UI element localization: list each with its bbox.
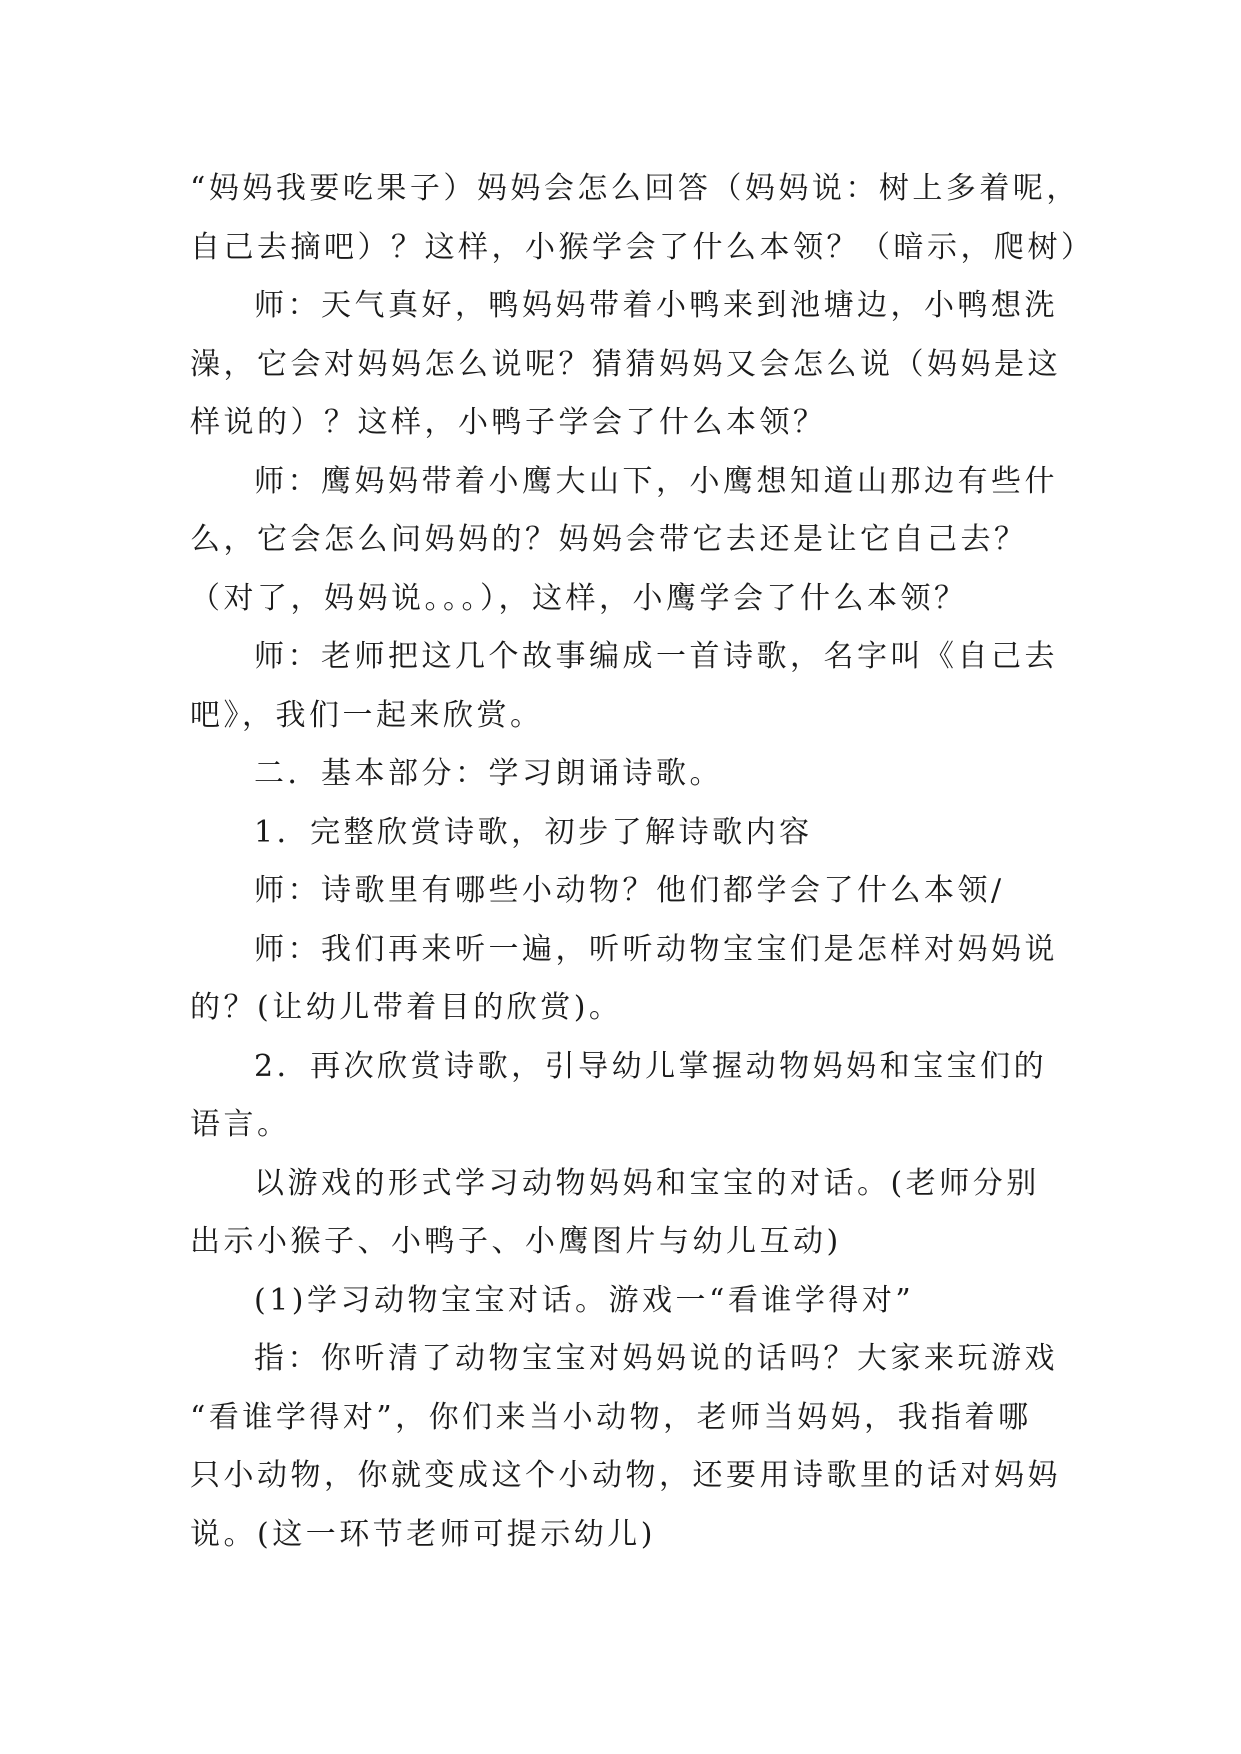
text-line: 师：天气真好，鸭妈妈带着小鸭来到池塘边，小鸭想洗 — [254, 288, 1058, 323]
text-line: 指：你听清了动物宝宝对妈妈说的话吗？大家来玩游戏 — [254, 1341, 1058, 1376]
text-line: 说。(这一环节老师可提示幼儿) — [190, 1516, 656, 1552]
text-line: 1．完整欣赏诗歌，初步了解诗歌内容 — [254, 814, 813, 850]
text-line: 只小动物，你就变成这个小动物，还要用诗歌里的话对妈妈 — [190, 1458, 1061, 1493]
text-line: “看谁学得对”，你们来当小动物，老师当妈妈，我指着哪 — [190, 1399, 1032, 1435]
text-line: 出示小猴子、小鸭子、小鹰图片与幼儿互动) — [190, 1224, 842, 1259]
document-body — [190, 160, 1095, 1564]
text-line: “妈妈我要吃果子）妈妈会怎么回答（妈妈说：树上多着呢， — [190, 171, 1080, 206]
text-line: 2．再次欣赏诗歌，引导幼儿掌握动物妈妈和宝宝们的 — [254, 1048, 1048, 1084]
text-line: 师：我们再来听一遍，听听动物宝宝们是怎样对妈妈说 — [254, 931, 1058, 967]
text-line: 澡，它会对妈妈怎么说呢？猜猜妈妈又会怎么说（妈妈是这 — [190, 346, 1061, 382]
text-line: 师：鹰妈妈带着小鹰大山下，小鹰想知道山那边有些什 — [254, 463, 1058, 499]
text-line: 师：诗歌里有哪些小动物？他们都学会了什么本领/ — [254, 873, 1005, 908]
text-line: 样说的）？这样，小鸭子学会了什么本领？ — [190, 405, 827, 440]
text-line: 么，它会怎么问妈妈的？妈妈会带它去还是让它自己去？ — [190, 522, 1028, 557]
text-line: 语言。 — [190, 1107, 291, 1142]
text-line: 吧》，我们一起来欣赏。 — [190, 697, 544, 733]
text-line: 师：老师把这几个故事编成一首诗歌，名字叫《自己去 — [254, 639, 1058, 674]
text-line: 自己去摘吧）？这样，小猴学会了什么本领？（暗示，爬树） — [190, 229, 1095, 265]
text-line: 的？(让幼儿带着目的欣赏)。 — [190, 990, 623, 1025]
text-line: (1)学习动物宝宝对话。游戏一“看谁学得对” — [254, 1282, 915, 1318]
text-line: 二．基本部分：学习朗诵诗歌。 — [254, 756, 723, 791]
text-line: （对了，妈妈说。。。），这样，小鹰学会了什么本领？ — [190, 580, 968, 616]
text-line: 以游戏的形式学习动物妈妈和宝宝的对话。(老师分别 — [254, 1165, 1040, 1201]
